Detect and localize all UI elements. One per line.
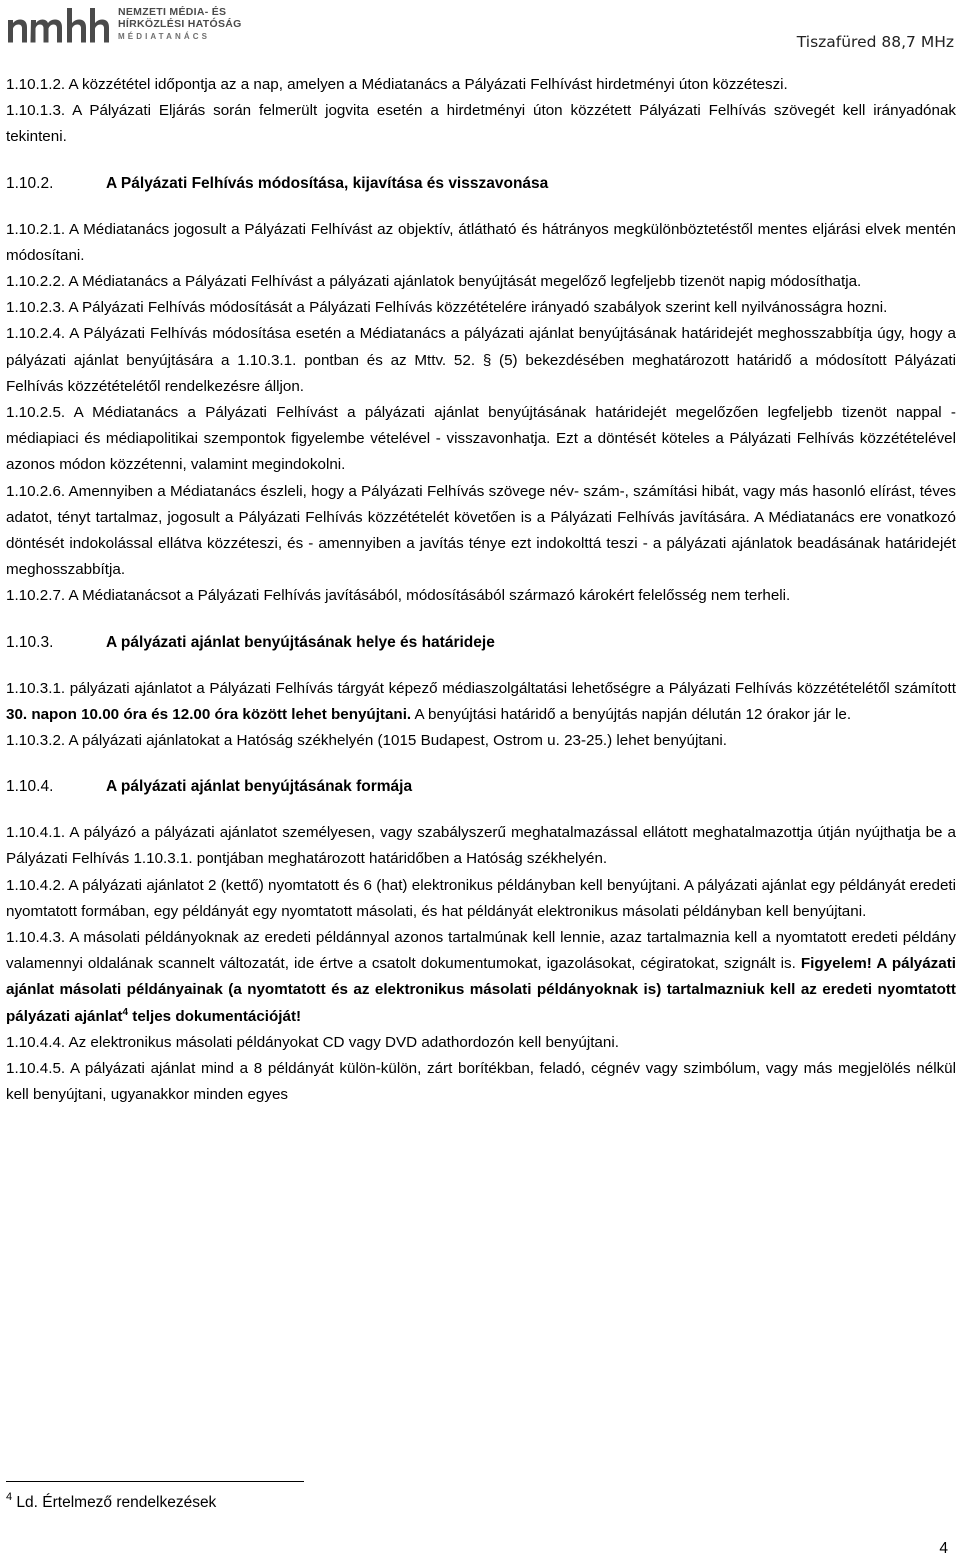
paragraph-1-10-4-4: 1.10.4.4. Az elektronikus másolati példányokat CD vagy DVD adathordozón kell benyújtani. [6,1033,619,1051]
paragraph-1-10-4-5: 1.10.4.5. A pályázati ajánlat mind a 8 példányát külön-külön, zárt borítékban, feladó, cégnév vagy szimbólum, vagy más megjelölés nélkül kell benyújtani, ugyanakkor minden egyes [6,1060,956,1104]
org-name-line3: MÉDIATANÁCS [118,32,211,41]
paragraph-1-10-2-5: 1.10.2.5. A Médiatanács a Pályázati Felhívást a pályázati ajánlat benyújtásának határidejét megelőzően legfeljebb tizenöt nappal - médiapiaci és médiapolitikai szempontok figyelembe vételével - visszavonhatja. Ezt a döntését köteles a Pályázati Felhívás közzétételével azonos módon közzétenni, valamint megindokolni. [6,404,956,474]
page-number: 4 [939,1540,948,1557]
footnote-reference[interactable]: 4 [122,1006,129,1018]
section-title: A pályázati ajánlat benyújtásának formája [106,778,413,796]
paragraph-1-10-2-1: 1.10.2.1. A Médiatanács jogosult a Pályázati Felhívást az objektív, átlátható és hátrányos megkülönböztetéstől mentes eljárási elvek mentén módosítani. [6,220,956,264]
section-heading-1-10-3 [6,630,956,656]
section-title: A pályázati ajánlat benyújtásának helye és határideje [106,633,495,651]
page-header [6,4,956,51]
paragraph-1-10-3-1 [6,676,956,728]
paragraph-1-10-4-2: 1.10.4.2. A pályázati ajánlatot 2 (kettő) nyomtatott és 6 (hat) elektronikus példányban kell benyújtani. A pályázati ajánlat egy példányát eredeti nyomtatott formában, egy példányát egy nyomtatott másolati, és hat példányát elektronikus másolati példányban kell benyújtani. [6,876,956,920]
bold-warning: Figyelem! A pályázati ajánlat másolati példányainak (a nyomtatott és az elektronikus másolati példányoknak is) tartalmazniuk kell az eredeti nyomtatott pályázati ajánlat [6,955,956,1025]
footnote-separator [6,1481,304,1482]
paragraph-1-10-4-1: 1.10.4.1. A pályázó a pályázati ajánlatot személyesen, vagy szabályszerű meghatalmazással ellátott meghatalmazottja útján nyújthatja be a Pályázati Felhívás 1.10.3.1. pontjában meghatározott határidőben a Hatóság székhelyén. [6,824,956,868]
section-title: A Pályázati Felhívás módosítása, kijavítása és visszavonása [106,174,549,192]
bold-warning-end: teljes dokumentációját! [128,1007,302,1025]
text-run: A benyújtási határidő a benyújtás napján délután 12 órakor jár le. [411,705,852,723]
text-run: 1.10.3.1. pályázati ajánlatot a Pályázati Felhívás tárgyát képező médiaszolgáltatási lehetőségre a Pályázati Felhívás közzétételétől számított [6,679,956,697]
section-heading-1-10-2 [6,171,956,197]
section-heading-1-10-4 [6,774,956,800]
section-number: 1.10.2. [6,174,54,192]
paragraph-1-10-2-6: 1.10.2.6. Amennyiben a Médiatanács észleli, hogy a Pályázati Felhívás szövege név- szám-, számítási hibát, vagy más hasonló elírást, téves adatot, tényt tartalmaz, jogosult a Pályázati Felhívás közzétételét követően is a Pályázati Felhívás javítására. A Médiatanács ere vonatkozó döntését indokolással ellátva közzéteszi, és - amennyiben a javítás ténye ezt indokolttá teszi - a pályázati ajánlatok beadásának határidejét meghosszabbítja. [6,482,956,579]
station-title: Tiszafüred 88,7 MHz [796,33,954,51]
org-name-line2: HÍRKÖZLÉSI HATÓSÁG [118,17,242,30]
org-name-line1: NEMZETI MÉDIA- ÉS [118,6,227,18]
paragraph-1-10-2-7: 1.10.2.7. A Médiatanácsot a Pályázati Felhívás javításából, módosításából származó károkért felelősség nem terheli. [6,587,791,605]
footnote [6,1491,217,1512]
section-number: 1.10.3. [6,633,54,651]
bold-deadline: 30. napon 10.00 óra és 12.00 óra között lehet benyújtani. [6,705,412,723]
footnote-text: Ld. Értelmező rendelkezések [12,1494,217,1511]
nmhh-logo [6,4,116,46]
paragraph-1-10-1-3: 1.10.1.3. A Pályázati Eljárás során felmerült jogvita esetén a hirdetményi úton közzétett Pályázati Felhívás szövegét kell irányadónak tekinteni. [6,102,956,146]
document-body [6,72,956,1109]
paragraph-1-10-2-2: 1.10.2.2. A Médiatanács a Pályázati Felhívást a pályázati ajánlatok benyújtását megelőző legfeljebb tizenöt napig módosíthatja. [6,273,862,291]
text-run: 1.10.4.3. A másolati példányoknak az eredeti példánnyal azonos tartalmúnak kell lennie, azaz tartalmaznia kell a nyomtatott eredeti példány valamennyi oldalának scannelt változatát, ide értve a csatolt dokumentumokat, igazolásokat, cégiratokat, szignált is. [6,929,956,973]
section-number: 1.10.4. [6,778,54,796]
paragraph-1-10-2-4: 1.10.2.4. A Pályázati Felhívás módosítása esetén a Médiatanács a pályázati ajánlat benyújtásának határidejét meghosszabbítja úgy, hogy a pályázati ajánlat benyújtására a 1.10.3.1. pontban és az Mttv. 52. § (5) bekezdésében meghatározott határidő a módosított Pályázati Felhívás közzétételétől rendelkezésre álljon. [6,325,956,395]
footnote-mark: 4 [6,1491,13,1503]
org-name [118,7,242,43]
paragraph-1-10-3-2: 1.10.3.2. A pályázati ajánlatokat a Hatóság székhelyén (1015 Budapest, Ostrom u. 23-25.) lehet benyújtani. [6,732,728,750]
paragraph-1-10-4-3 [6,925,956,1030]
paragraph-1-10-1-2: 1.10.1.2. A közzététel időpontja az a nap, amelyen a Médiatanács a Pályázati Felhívást hirdetményi úton közzéteszi. [6,76,788,93]
paragraph-1-10-2-3: 1.10.2.3. A Pályázati Felhívás módosítását a Pályázati Felhívás közzétételére irányadó szabályok szerint kell nyilvánosságra hozni. [6,299,888,317]
